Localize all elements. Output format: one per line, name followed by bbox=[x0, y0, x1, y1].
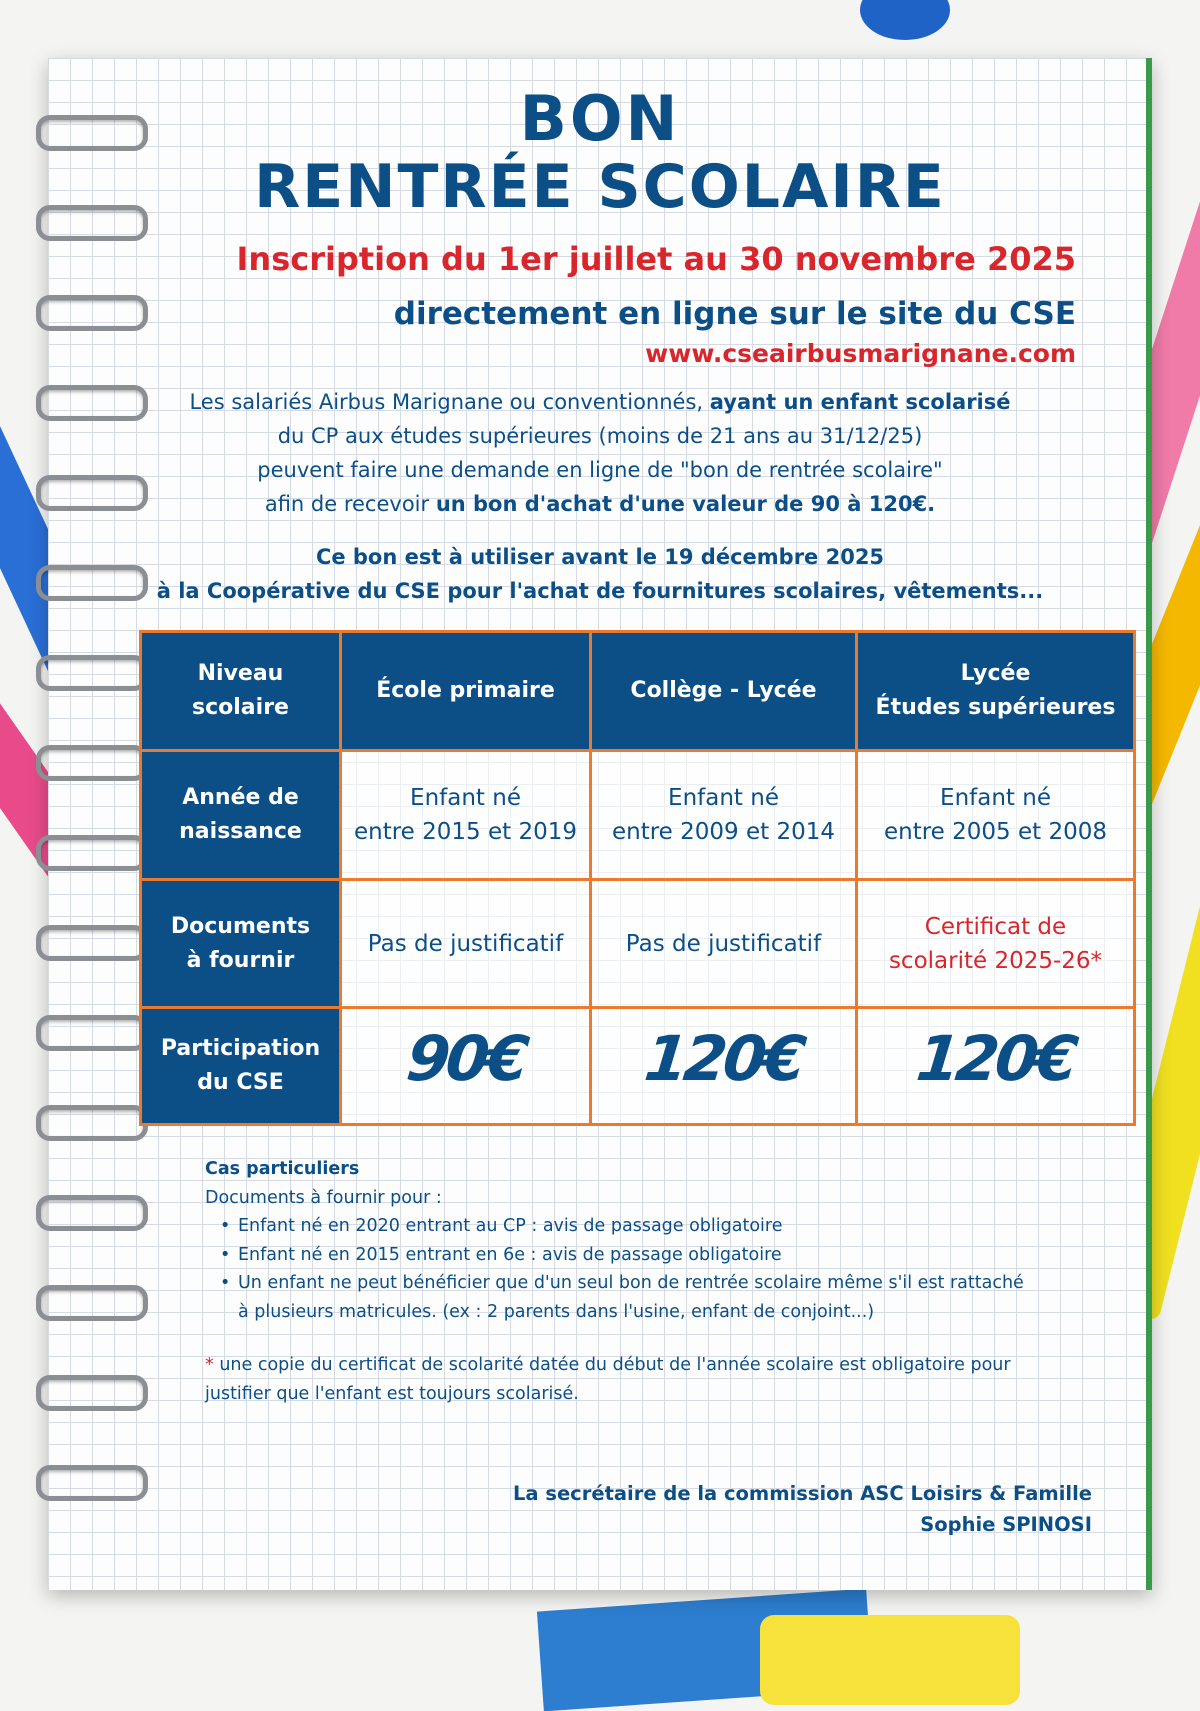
table-row bbox=[141, 632, 1135, 751]
intro-text: du CP aux études supérieures (moins de 21 ans au 31/12/25) bbox=[277, 424, 923, 448]
column-header: Collège - Lycée bbox=[591, 632, 857, 751]
row-label: Documents à fournir bbox=[141, 880, 341, 1008]
intro-text: Les salariés Airbus Marignane ou conventionnés, bbox=[189, 390, 710, 414]
table-cell: Certificat de scolarité 2025-26* bbox=[857, 880, 1135, 1008]
intro-bold: ayant un enfant scolarisé bbox=[709, 390, 1011, 414]
footnote-text: justifier que l'enfant est toujours scolarisé. bbox=[205, 1383, 579, 1404]
intro-paragraph bbox=[150, 385, 1050, 521]
signature-title: La secrétaire de la commission ASC Loisirs & Famille bbox=[512, 1482, 1092, 1505]
list-item-continuation: à plusieurs matricules. (ex : 2 parents dans l'usine, enfant de conjoint...) bbox=[238, 1301, 875, 1322]
pin-decoration bbox=[860, 0, 950, 40]
table-row bbox=[141, 751, 1135, 880]
row-label: Année de naissance bbox=[141, 751, 341, 880]
website-link[interactable]: www.cseairbusmarignane.com bbox=[645, 339, 1076, 368]
table-row bbox=[141, 880, 1135, 1008]
table-cell: Enfant né entre 2015 et 2019 bbox=[341, 751, 591, 880]
usage-paragraph bbox=[130, 540, 1070, 608]
list-item: • Enfant né en 2020 entrant au CP : avis de passage obligatoire bbox=[238, 1212, 1105, 1241]
price-cell bbox=[857, 1008, 1135, 1125]
special-cases bbox=[205, 1155, 1105, 1326]
price-value: 90€ bbox=[402, 1022, 529, 1095]
intro-bold: un bon d'achat d'une valeur de 90 à 120€. bbox=[435, 492, 936, 516]
signature bbox=[513, 1478, 1092, 1540]
highlighter-decoration bbox=[760, 1615, 1020, 1705]
footnote-star: * bbox=[205, 1355, 214, 1375]
price-cell bbox=[341, 1008, 591, 1125]
table-row bbox=[141, 1008, 1135, 1125]
title-line-1: BON bbox=[519, 82, 681, 155]
table-cell: Enfant né entre 2009 et 2014 bbox=[591, 751, 857, 880]
column-header: Lycée Études supérieures bbox=[857, 632, 1135, 751]
table-cell: Pas de justificatif bbox=[341, 880, 591, 1008]
footnote-text: une copie du certificat de scolarité datée du début de l'année scolaire est obligatoire pour bbox=[213, 1355, 1011, 1375]
intro-text: peuvent faire une demande en ligne de "bon de rentrée scolaire" bbox=[257, 458, 943, 482]
signature-name: Sophie SPINOSI bbox=[920, 1513, 1092, 1536]
allowance-table bbox=[139, 630, 1136, 1126]
row-label: Participation du CSE bbox=[141, 1008, 341, 1125]
price-value: 120€ bbox=[913, 1022, 1078, 1095]
list-item: • Enfant né en 2015 entrant en 6e : avis de passage obligatoire bbox=[238, 1241, 1105, 1270]
column-header: École primaire bbox=[341, 632, 591, 751]
price-cell bbox=[591, 1008, 857, 1125]
special-cases-list bbox=[205, 1212, 1105, 1326]
table-cell: Pas de justificatif bbox=[591, 880, 857, 1008]
inscription-dates: Inscription du 1er juillet au 30 novembre 2025 bbox=[236, 240, 1076, 278]
intro-text: afin de recevoir bbox=[264, 492, 436, 516]
usage-line: Ce bon est à utiliser avant le 19 décembre 2025 bbox=[315, 545, 885, 569]
list-item: • Un enfant ne peut bénéficier que d'un seul bon de rentrée scolaire même s'il est rattaché bbox=[238, 1269, 1105, 1298]
online-subtitle: directement en ligne sur le site du CSE bbox=[393, 296, 1076, 332]
usage-line: à la Coopérative du CSE pour l'achat de fournitures scolaires, vêtements... bbox=[156, 579, 1044, 603]
title-line-2: RENTRÉE SCOLAIRE bbox=[254, 152, 946, 222]
special-cases-intro: Documents à fournir pour : bbox=[205, 1187, 442, 1208]
price-value: 120€ bbox=[641, 1022, 806, 1095]
table-cell: Enfant né entre 2005 et 2008 bbox=[857, 751, 1135, 880]
row-label: Niveau scolaire bbox=[141, 632, 341, 751]
footnote bbox=[205, 1351, 1105, 1408]
special-cases-title: Cas particuliers bbox=[205, 1159, 360, 1179]
